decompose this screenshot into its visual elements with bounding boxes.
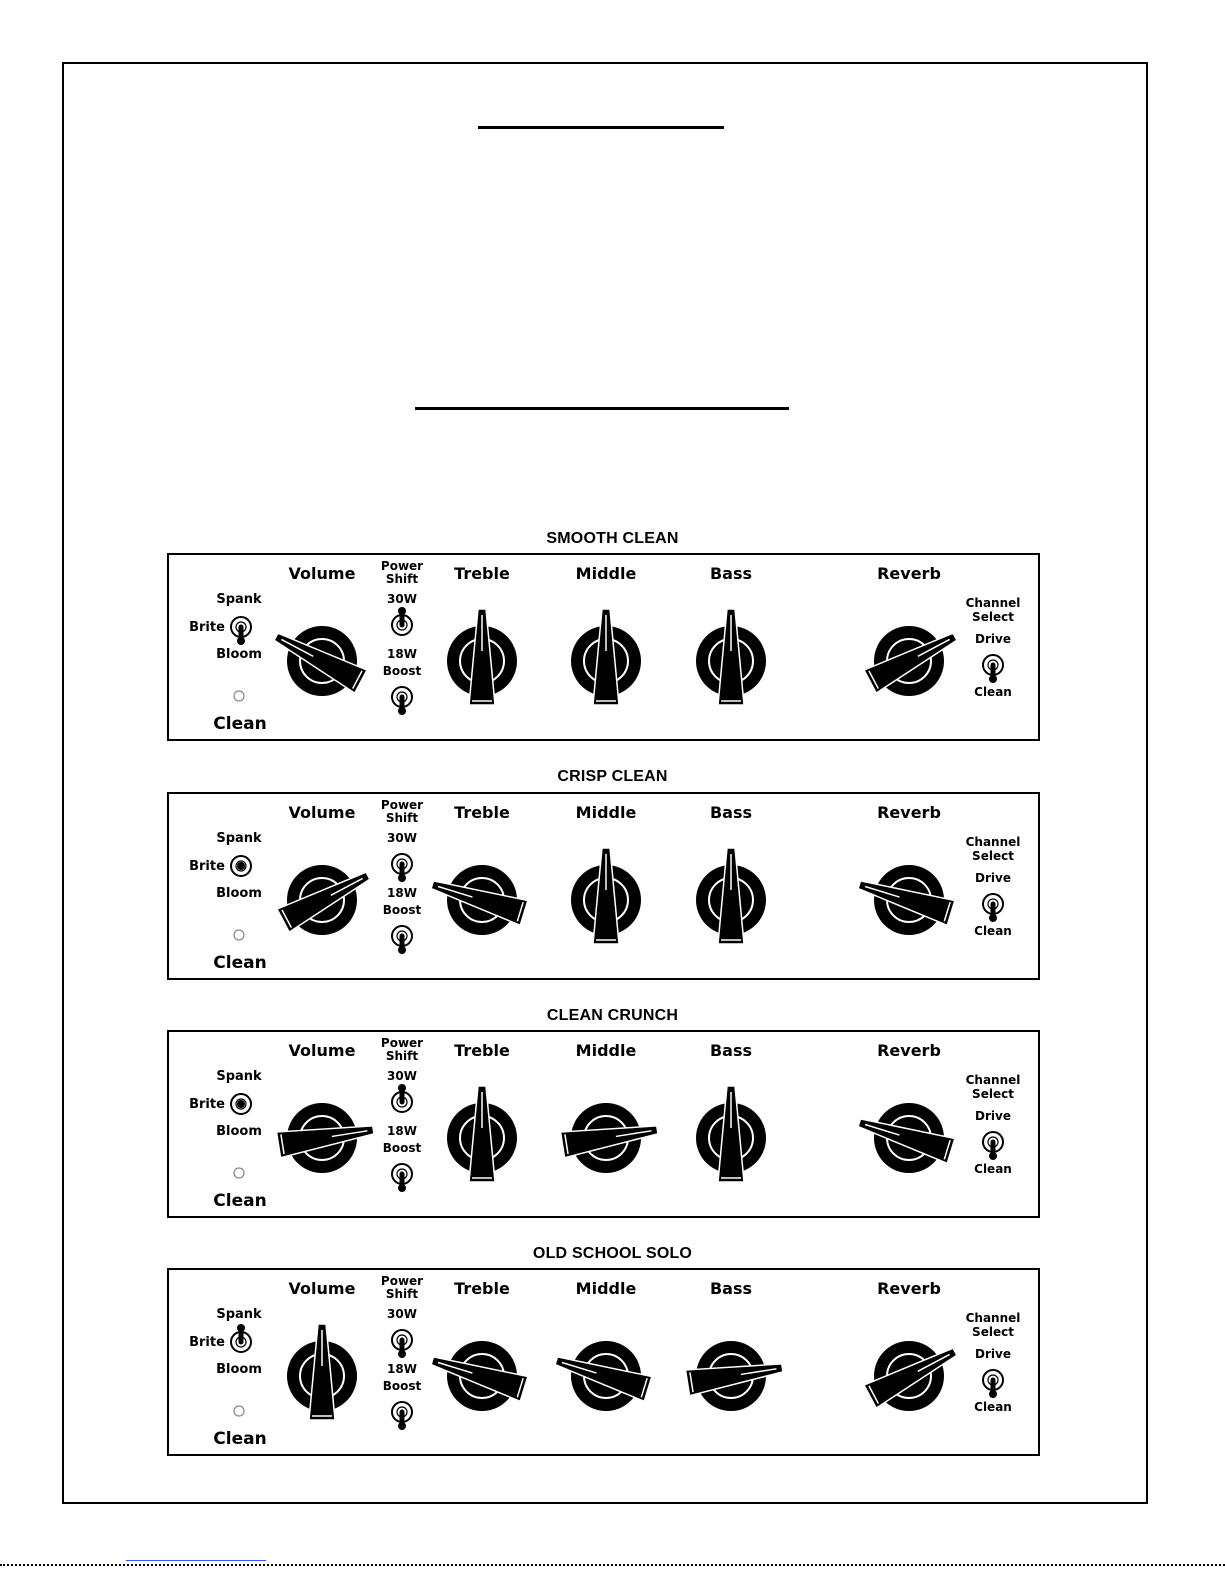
channel-clean-label: Clean	[974, 1162, 1012, 1176]
clean-led	[234, 1406, 244, 1416]
treble-label: Treble	[454, 803, 510, 822]
volume-label: Volume	[288, 803, 356, 822]
channel-select-label: Select	[972, 1325, 1014, 1339]
brite-label: Brite	[189, 859, 225, 874]
channel-select-label: Channel	[965, 835, 1021, 849]
middle-knob-pointer	[593, 609, 619, 705]
brite-switch[interactable]	[231, 1324, 251, 1352]
boost-switch[interactable]	[392, 1402, 412, 1430]
power-30w-label: 30W	[387, 592, 417, 606]
treble-label: Treble	[454, 1279, 510, 1298]
power-shift-label: Shift	[385, 572, 419, 586]
middle-knob[interactable]	[561, 1103, 660, 1173]
power-18w-label: 18W	[387, 1362, 417, 1376]
power-shift-label: Shift	[385, 1049, 419, 1063]
bloom-label: Bloom	[216, 886, 262, 901]
power-30w-label: 30W	[387, 1307, 417, 1321]
power-shift-switch[interactable]	[392, 1084, 412, 1112]
clean-led-label: Clean	[213, 1191, 267, 1211]
bloom-label: Bloom	[216, 1362, 262, 1377]
boost-label: Boost	[382, 664, 422, 678]
drive-label: Drive	[975, 1109, 1011, 1123]
boost-label: Boost	[382, 1141, 422, 1155]
bass-label: Bass	[709, 1279, 753, 1298]
volume-label: Volume	[288, 1279, 356, 1298]
reverb-label: Reverb	[877, 1041, 941, 1060]
footer-link-underline	[126, 1560, 266, 1561]
reverb-label: Reverb	[877, 1279, 941, 1298]
bass-knob-pointer	[718, 1086, 744, 1182]
spank-label: Spank	[216, 1307, 262, 1322]
channel-select-label: Select	[972, 610, 1014, 624]
channel-select-label: Channel	[965, 1073, 1021, 1087]
preset-title: OLD SCHOOL SOLO	[532, 1245, 693, 1262]
treble-knob-pointer	[469, 1086, 495, 1182]
brite-label: Brite	[189, 1097, 225, 1112]
power-shift-switch[interactable]	[392, 854, 412, 882]
middle-label: Middle	[575, 803, 637, 822]
clean-led	[234, 1168, 244, 1178]
clean-led-label: Clean	[213, 953, 267, 973]
bass-knob-pointer	[718, 609, 744, 705]
power-shift-label: Power	[380, 559, 424, 573]
bloom-label: Bloom	[216, 1124, 262, 1139]
power-18w-label: 18W	[387, 1124, 417, 1138]
reverb-knob[interactable]	[864, 1340, 961, 1411]
reverb-knob[interactable]	[855, 865, 954, 935]
amp-panel	[167, 1268, 1040, 1456]
reverb-knob[interactable]	[864, 625, 961, 696]
volume-knob[interactable]	[287, 1324, 357, 1420]
volume-label: Volume	[288, 564, 356, 583]
channel-select-switch[interactable]	[983, 1370, 1003, 1398]
volume-knob[interactable]	[277, 864, 374, 935]
power-30w-label: 30W	[387, 1069, 417, 1083]
middle-label: Middle	[575, 1279, 637, 1298]
middle-knob-pointer	[593, 848, 619, 944]
amp-panel	[167, 553, 1040, 741]
middle-knob[interactable]	[571, 609, 641, 705]
spank-label: Spank	[216, 831, 262, 846]
amp-panel	[167, 792, 1040, 980]
spank-label: Spank	[216, 1069, 262, 1084]
bass-label: Bass	[709, 803, 753, 822]
clean-led-label: Clean	[213, 1429, 267, 1449]
boost-switch[interactable]	[392, 926, 412, 954]
drive-label: Drive	[975, 871, 1011, 885]
preset-title: SMOOTH CLEAN	[546, 530, 679, 547]
preset-title: CLEAN CRUNCH	[546, 1007, 679, 1024]
power-shift-label: Power	[380, 1274, 424, 1288]
power-shift-label: Power	[380, 798, 424, 812]
channel-select-label: Channel	[965, 596, 1021, 610]
bass-knob[interactable]	[696, 609, 766, 705]
power-shift-switch[interactable]	[392, 1330, 412, 1358]
middle-knob[interactable]	[552, 1341, 651, 1411]
boost-label: Boost	[382, 1379, 422, 1393]
treble-knob[interactable]	[447, 609, 517, 705]
power-shift-label: Shift	[385, 1287, 419, 1301]
clean-led	[234, 930, 244, 940]
treble-knob[interactable]	[447, 1086, 517, 1182]
power-shift-label: Power	[380, 1036, 424, 1050]
clean-led-label: Clean	[213, 714, 267, 734]
brite-label: Brite	[189, 620, 225, 635]
channel-clean-label: Clean	[974, 1400, 1012, 1414]
brite-label: Brite	[189, 1335, 225, 1350]
bass-knob[interactable]	[696, 1086, 766, 1182]
brite-switch[interactable]	[231, 1094, 251, 1114]
reverb-knob[interactable]	[855, 1103, 954, 1173]
reverb-label: Reverb	[877, 564, 941, 583]
volume-label: Volume	[288, 1041, 356, 1060]
channel-select-switch[interactable]	[983, 894, 1003, 922]
channel-select-switch[interactable]	[983, 655, 1003, 683]
treble-label: Treble	[454, 564, 510, 583]
heading-underline-1	[478, 126, 724, 129]
amp-panel	[167, 1030, 1040, 1218]
bass-knob[interactable]	[696, 848, 766, 944]
bass-label: Bass	[709, 564, 753, 583]
treble-knob-pointer	[469, 609, 495, 705]
boost-label: Boost	[382, 903, 422, 917]
channel-select-label: Channel	[965, 1311, 1021, 1325]
channel-select-label: Select	[972, 849, 1014, 863]
brite-switch[interactable]	[231, 617, 251, 645]
boost-switch[interactable]	[392, 687, 412, 715]
channel-clean-label: Clean	[974, 924, 1012, 938]
power-18w-label: 18W	[387, 886, 417, 900]
middle-label: Middle	[575, 564, 637, 583]
treble-label: Treble	[454, 1041, 510, 1060]
power-18w-label: 18W	[387, 647, 417, 661]
spank-label: Spank	[216, 592, 262, 607]
bloom-label: Bloom	[216, 647, 262, 662]
reverb-label: Reverb	[877, 803, 941, 822]
power-shift-switch[interactable]	[392, 607, 412, 635]
volume-knob[interactable]	[270, 625, 367, 696]
treble-knob[interactable]	[428, 865, 527, 935]
bass-knob-pointer	[718, 848, 744, 944]
channel-select-switch[interactable]	[983, 1132, 1003, 1160]
treble-knob[interactable]	[428, 1341, 527, 1411]
volume-knob[interactable]	[277, 1103, 376, 1173]
middle-label: Middle	[575, 1041, 637, 1060]
channel-select-label: Select	[972, 1087, 1014, 1101]
drive-label: Drive	[975, 1347, 1011, 1361]
power-shift-label: Shift	[385, 811, 419, 825]
boost-switch[interactable]	[392, 1164, 412, 1192]
preset-title: CRISP CLEAN	[557, 768, 668, 785]
middle-knob[interactable]	[571, 848, 641, 944]
channel-clean-label: Clean	[974, 685, 1012, 699]
page-bottom-dotted-edge	[0, 1564, 1225, 1566]
brite-switch[interactable]	[231, 856, 251, 876]
bass-knob[interactable]	[686, 1341, 785, 1411]
clean-led	[234, 691, 244, 701]
drive-label: Drive	[975, 632, 1011, 646]
heading-underline-2	[415, 407, 789, 410]
bass-label: Bass	[709, 1041, 753, 1060]
power-30w-label: 30W	[387, 831, 417, 845]
volume-knob-pointer	[309, 1324, 335, 1420]
